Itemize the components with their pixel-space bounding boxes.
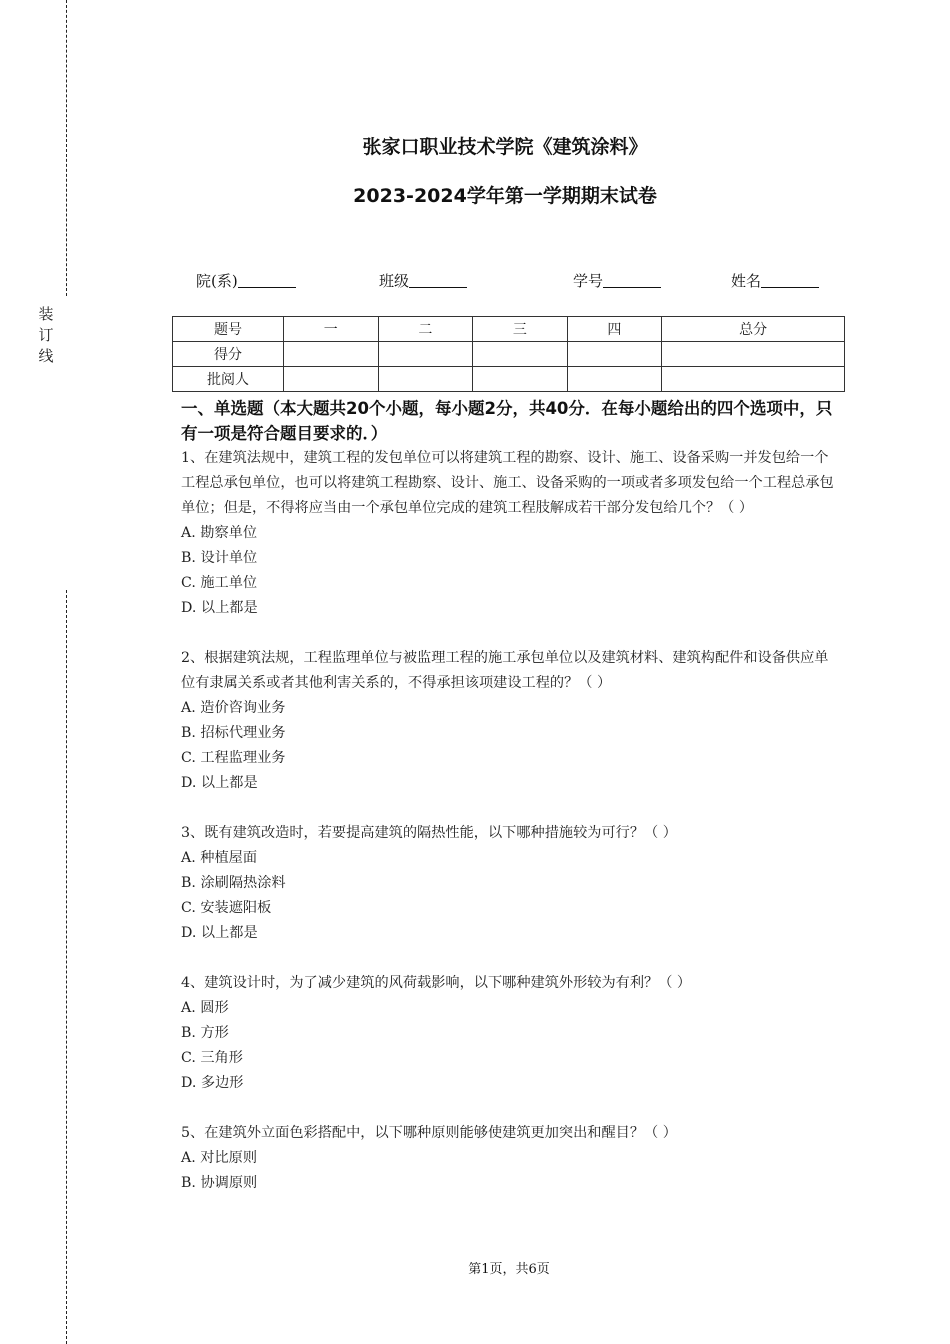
info-label: 班级 xyxy=(379,272,410,290)
score-table-header: 总分 xyxy=(662,317,845,342)
question-option: B. 涂刷隔热涂料 xyxy=(181,875,286,891)
info-name xyxy=(731,270,819,291)
score-cell[interactable] xyxy=(662,342,845,367)
score-cell[interactable] xyxy=(567,342,662,367)
info-blank[interactable] xyxy=(238,273,296,288)
info-class xyxy=(379,270,467,291)
question-option: D. 以上都是 xyxy=(181,600,258,616)
score-table-header: 题号 xyxy=(173,317,284,342)
score-cell[interactable] xyxy=(567,367,662,392)
score-cell[interactable] xyxy=(473,367,568,392)
question-option: B. 设计单位 xyxy=(181,550,258,566)
score-table-header: 二 xyxy=(378,317,473,342)
score-table-row xyxy=(173,342,845,367)
question-option: B. 方形 xyxy=(181,1025,229,1041)
question-stem: 1、在建筑法规中，建筑工程的发包单位可以将建筑工程的勘察、设计、施工、设备采购一并发包给一个工程总承包单位，也可以将建筑工程勘察、设计、施工、设备采购的一项或者多项发包给一个工程总承包单位；但是，不得将应当由一个承包单位完成的建筑工程肢解成若干部分发包给几个？（ ） xyxy=(181,450,834,516)
score-row-label: 批阅人 xyxy=(173,367,284,392)
question-option: A. 种植屋面 xyxy=(181,850,258,866)
question-list xyxy=(181,446,841,1221)
score-cell[interactable] xyxy=(378,367,473,392)
question-option: C. 安装遮阳板 xyxy=(181,900,272,916)
info-student-id xyxy=(573,270,661,291)
question xyxy=(181,821,841,946)
question xyxy=(181,646,841,796)
score-table-header-row xyxy=(173,317,845,342)
score-row-label: 得分 xyxy=(173,342,284,367)
info-blank[interactable] xyxy=(409,273,467,288)
question-option: D. 以上都是 xyxy=(181,925,258,941)
question-option: B. 招标代理业务 xyxy=(181,725,286,741)
question xyxy=(181,1121,841,1196)
info-blank[interactable] xyxy=(603,273,661,288)
binding-label-char: 线 xyxy=(38,347,54,365)
section-heading: 一、单选题（本大题共20个小题，每小题2分，共40分．在每小题给出的四个选项中，只有一项是符合题目要求的．） xyxy=(181,399,833,443)
binding-label-char: 装 xyxy=(38,305,54,323)
score-table-header: 三 xyxy=(473,317,568,342)
binding-line-label xyxy=(36,304,56,367)
info-label: 院(系) xyxy=(196,272,238,290)
score-cell[interactable] xyxy=(284,342,379,367)
question-stem: 3、既有建筑改造时，若要提高建筑的隔热性能，以下哪种措施较为可行？（ ） xyxy=(181,825,677,841)
info-label: 学号 xyxy=(573,272,604,290)
question-option: A. 圆形 xyxy=(181,1000,229,1016)
score-table xyxy=(172,316,845,392)
binding-label-char: 订 xyxy=(38,326,54,344)
exam-subtitle: 2023-2024学年第一学期期末试卷 xyxy=(353,185,657,207)
info-label: 姓名 xyxy=(731,272,762,290)
question-stem: 4、建筑设计时，为了减少建筑的风荷载影响，以下哪种建筑外形较为有利？（ ） xyxy=(181,975,692,991)
score-cell[interactable] xyxy=(378,342,473,367)
question-option: A. 造价咨询业务 xyxy=(181,700,286,716)
question-option: C. 三角形 xyxy=(181,1050,243,1066)
score-table-row xyxy=(173,367,845,392)
page-number: 第1页，共6页 xyxy=(468,1262,550,1277)
score-table-header: 四 xyxy=(567,317,662,342)
binding-dashed-line-bottom xyxy=(66,590,67,1344)
question-option: A. 勘察单位 xyxy=(181,525,258,541)
question-option: B. 协调原则 xyxy=(181,1175,258,1191)
question xyxy=(181,971,841,1096)
question-option: A. 对比原则 xyxy=(181,1150,258,1166)
question-option: D. 多边形 xyxy=(181,1075,244,1091)
question-option: D. 以上都是 xyxy=(181,775,258,791)
score-table-header: 一 xyxy=(284,317,379,342)
question-option: C. 施工单位 xyxy=(181,575,258,591)
question-stem: 5、在建筑外立面色彩搭配中，以下哪种原则能够使建筑更加突出和醒目？（ ） xyxy=(181,1125,677,1141)
question xyxy=(181,446,841,621)
question-option: C. 工程监理业务 xyxy=(181,750,286,766)
score-cell[interactable] xyxy=(473,342,568,367)
info-blank[interactable] xyxy=(761,273,819,288)
exam-title: 张家口职业技术学院《建筑涂料》 xyxy=(362,136,648,158)
question-stem: 2、根据建筑法规，工程监理单位与被监理工程的施工承包单位以及建筑材料、建筑构配件和设备供应单位有隶属关系或者其他利害关系的，不得承担该项建设工程的？（ ） xyxy=(181,650,829,691)
score-cell[interactable] xyxy=(284,367,379,392)
score-cell[interactable] xyxy=(662,367,845,392)
info-department xyxy=(196,270,296,291)
